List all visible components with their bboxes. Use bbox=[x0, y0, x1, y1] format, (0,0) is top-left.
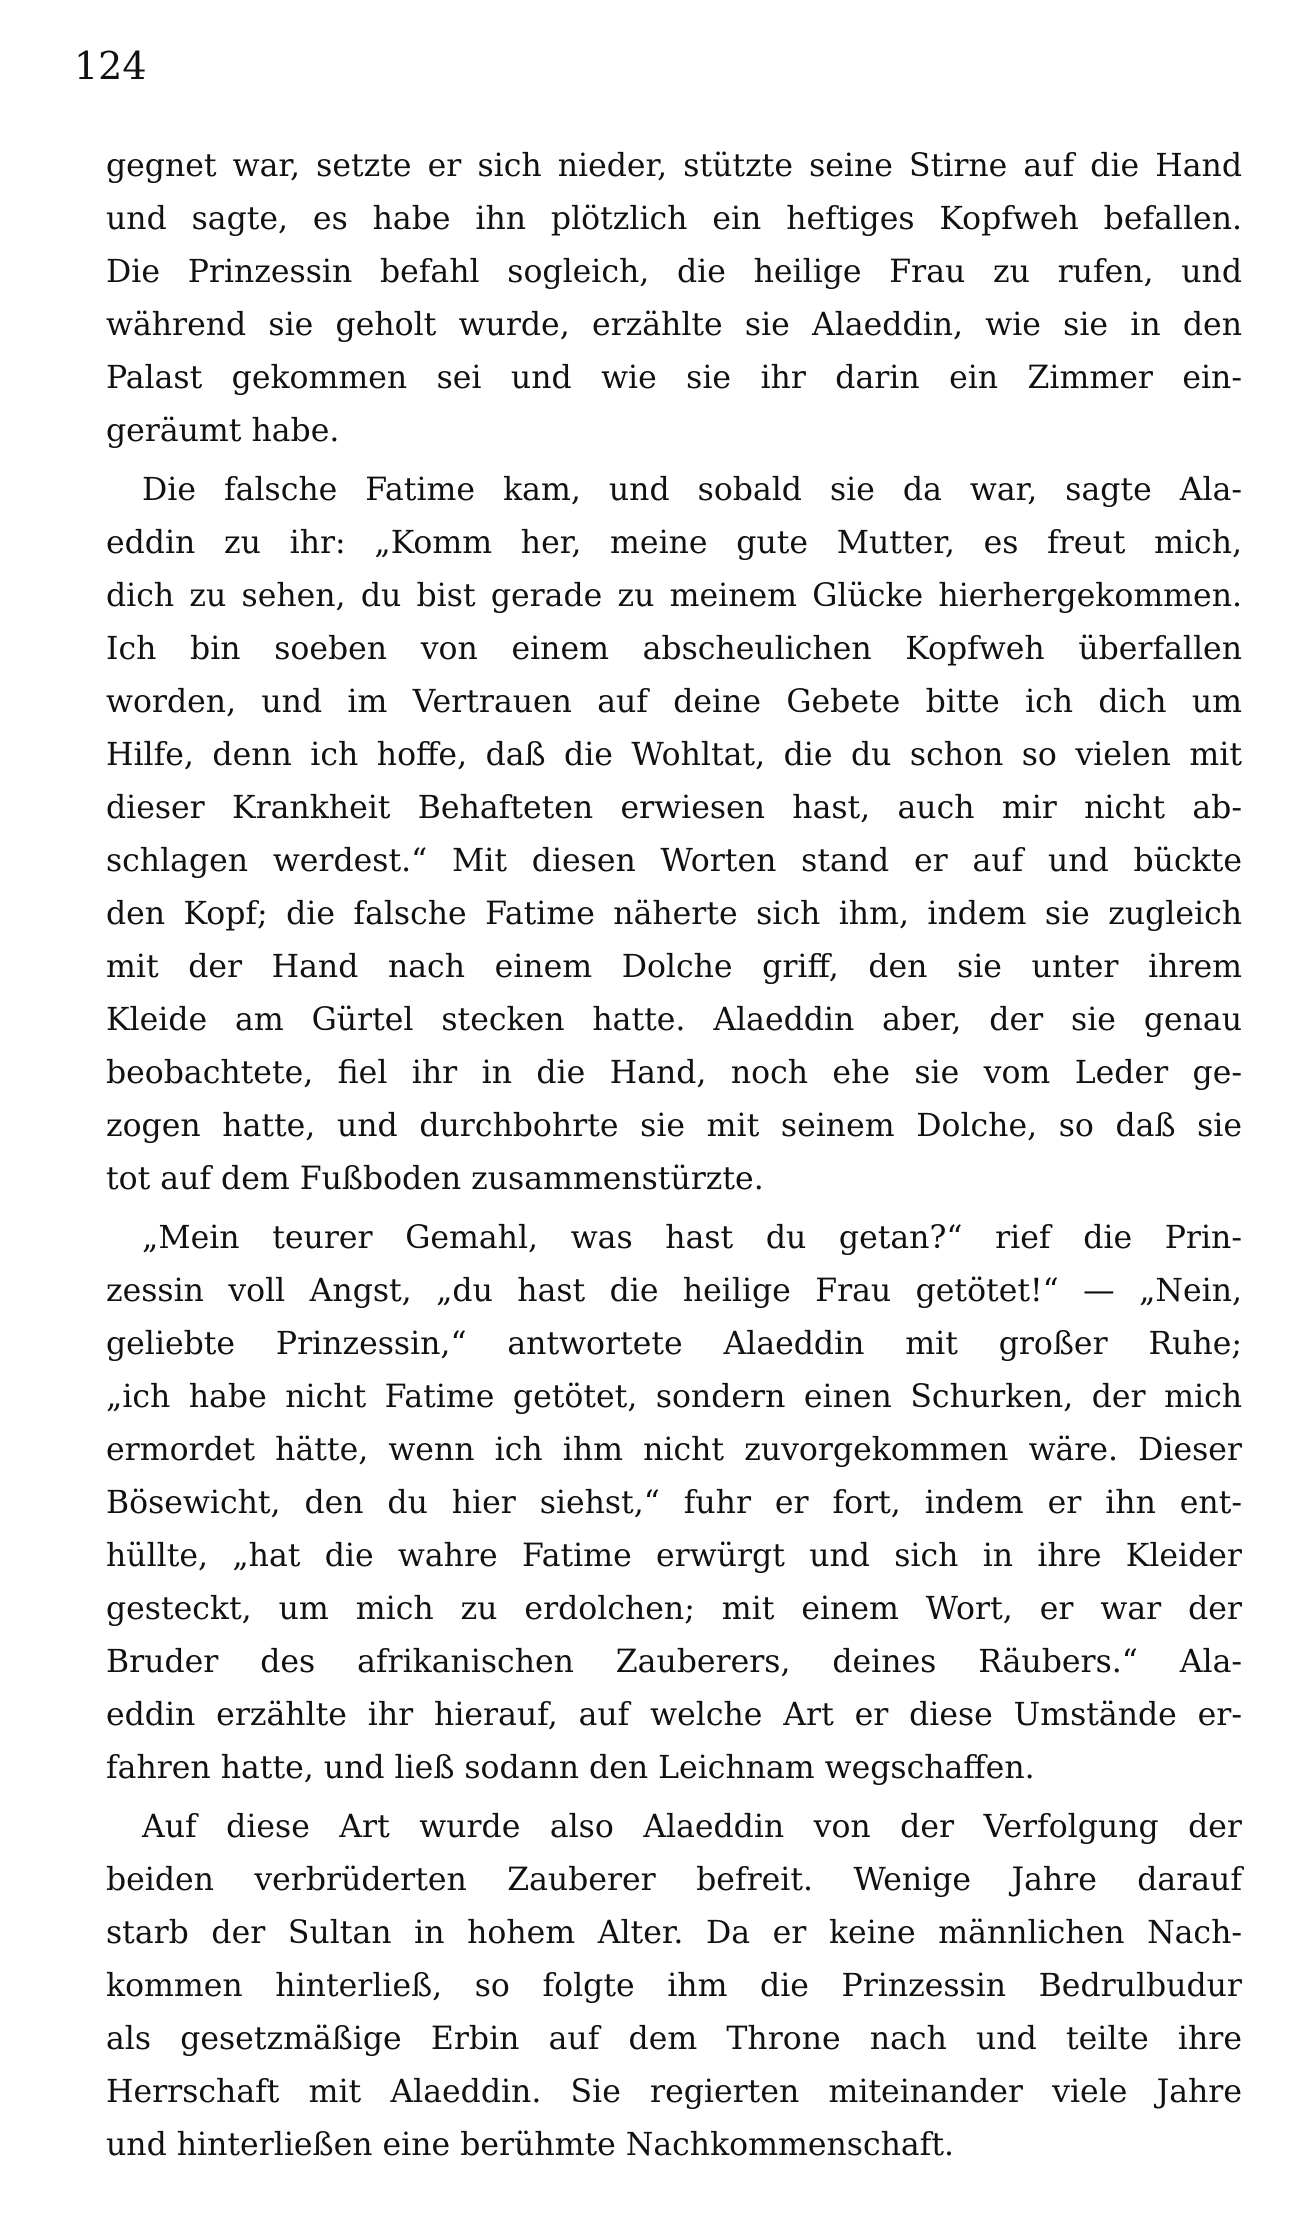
page-number: 124 bbox=[74, 44, 147, 88]
text-line: „ich habe nicht Fatime getötet, sondern einen Schurken, der mich bbox=[106, 1379, 1242, 1415]
text-line: geräumt habe. bbox=[106, 413, 340, 449]
text-line: während sie geholt wurde, erzählte sie Alaeddin, wie sie in den bbox=[106, 307, 1242, 343]
text-line: hüllte, „hat die wahre Fatime erwürgt und sich in ihre Kleider bbox=[106, 1538, 1242, 1574]
text-line: zessin voll Angst, „du hast die heilige Frau getötet!“ — „Nein, bbox=[106, 1273, 1242, 1309]
text-line: Herrschaft mit Alaeddin. Sie regierten miteinander viele Jahre bbox=[106, 2074, 1242, 2110]
text-line: fahren hatte, und ließ sodann den Leichnam wegschaffen. bbox=[106, 1750, 1035, 1786]
text-line: Bruder des afrikanischen Zauberers, deines Räubers.“ Ala- bbox=[106, 1644, 1242, 1680]
text-line: und sagte, es habe ihn plötzlich ein heftiges Kopfweh befallen. bbox=[106, 201, 1242, 237]
text-line: Ich bin soeben von einem abscheulichen Kopfweh überfallen bbox=[106, 631, 1242, 667]
paragraph bbox=[70, 1212, 1242, 1795]
paragraph bbox=[70, 1801, 1242, 2172]
text-line: Kleide am Gürtel stecken hatte. Alaeddin aber, der sie genau bbox=[106, 1002, 1242, 1038]
text-line: beiden verbrüderten Zauberer befreit. Wenige Jahre darauf bbox=[106, 1862, 1242, 1898]
body-text bbox=[70, 140, 1242, 2172]
text-line: Auf diese Art wurde also Alaeddin von der Verfolgung der bbox=[142, 1809, 1242, 1845]
text-line: als gesetzmäßige Erbin auf dem Throne nach und teilte ihre bbox=[106, 2021, 1242, 2057]
text-line: dich zu sehen, du bist gerade zu meinem Glücke hierhergekommen. bbox=[106, 578, 1242, 614]
text-line: beobachtete, fiel ihr in die Hand, noch ehe sie vom Leder ge- bbox=[106, 1055, 1242, 1091]
text-line: eddin erzählte ihr hierauf, auf welche Art er diese Umstände er- bbox=[106, 1697, 1242, 1733]
text-line: ermordet hätte, wenn ich ihm nicht zuvorgekommen wäre. Dieser bbox=[106, 1432, 1242, 1468]
text-line: Die falsche Fatime kam, und sobald sie da war, sagte Ala- bbox=[142, 472, 1242, 508]
paragraph bbox=[70, 464, 1242, 1206]
text-line: Bösewicht, den du hier siehst,“ fuhr er fort, indem er ihn ent- bbox=[106, 1485, 1242, 1521]
paragraph bbox=[70, 140, 1242, 458]
text-line: worden, und im Vertrauen auf deine Gebete bitte ich dich um bbox=[106, 684, 1242, 720]
text-line: mit der Hand nach einem Dolche griff, den sie unter ihrem bbox=[106, 949, 1242, 985]
text-line: schlagen werdest.“ Mit diesen Worten stand er auf und bückte bbox=[106, 843, 1242, 879]
text-line: „Mein teurer Gemahl, was hast du getan?“ rief die Prin- bbox=[142, 1220, 1242, 1256]
text-line: geliebte Prinzessin,“ antwortete Alaeddin mit großer Ruhe; bbox=[106, 1326, 1242, 1362]
text-line: Palast gekommen sei und wie sie ihr darin ein Zimmer ein- bbox=[106, 360, 1242, 396]
text-line: gesteckt, um mich zu erdolchen; mit einem Wort, er war der bbox=[106, 1591, 1242, 1627]
text-line: kommen hinterließ, so folgte ihm die Prinzessin Bedrulbudur bbox=[106, 1968, 1242, 2004]
text-line: Die Prinzessin befahl sogleich, die heilige Frau zu rufen, und bbox=[106, 254, 1242, 290]
text-line: starb der Sultan in hohem Alter. Da er keine männlichen Nach- bbox=[106, 1915, 1242, 1951]
text-line: Hilfe, denn ich hoffe, daß die Wohltat, die du schon so vielen mit bbox=[106, 737, 1242, 773]
text-line: eddin zu ihr: „Komm her, meine gute Mutter, es freut mich, bbox=[106, 525, 1242, 561]
text-line: dieser Krankheit Behafteten erwiesen hast, auch mir nicht ab- bbox=[106, 790, 1242, 826]
text-line: gegnet war, setzte er sich nieder, stützte seine Stirne auf die Hand bbox=[106, 148, 1242, 184]
text-line: zogen hatte, und durchbohrte sie mit seinem Dolche, so daß sie bbox=[106, 1108, 1242, 1144]
text-line: und hinterließen eine berühmte Nachkommenschaft. bbox=[106, 2127, 955, 2163]
text-line: den Kopf; die falsche Fatime näherte sich ihm, indem sie zugleich bbox=[106, 896, 1242, 932]
text-line: tot auf dem Fußboden zusammenstürzte. bbox=[106, 1161, 764, 1197]
